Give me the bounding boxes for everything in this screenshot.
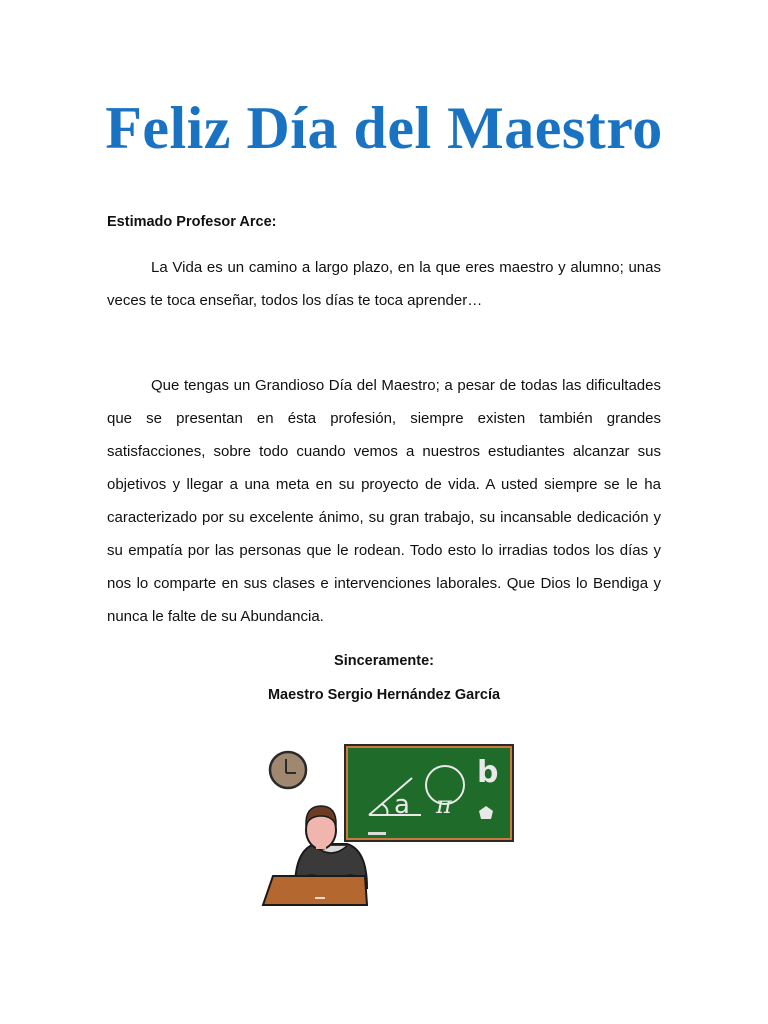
page-title: Feliz Día del Maestro	[105, 95, 663, 161]
signature: Maestro Sergio Hernández García	[267, 687, 501, 703]
salutation: Estimado Profesor Arce:	[107, 214, 277, 230]
closing: Sinceramente:	[334, 653, 434, 669]
desk-icon	[263, 876, 367, 905]
chalkboard-icon	[345, 745, 513, 841]
paragraph-2: Que tengas un Grandioso Día del Maestro; a pesar de todas las dificultades que se presentan en ésta profesión, siempre existen también grandes satisfacciones, sobre todo cuando vemos a nuestros estudiantes alcanzar sus objetivos y llegar a una meta en su proyecto de vida. A usted siempre se le ha caracterizado por su excelente ánimo, su gran trabajo, su incansable dedicación y su empatía por las personas que le rodean. Todo esto lo irradias todos los días y nos lo comparte en sus clases e intervenciones laborales. Que Dios lo Bendiga y nunca le falte de su Abundancia.	[107, 377, 661, 625]
chalk-letter-b: b	[477, 755, 499, 790]
chalk-pi: π	[436, 791, 452, 819]
clock-icon	[270, 752, 306, 788]
chalk-letter-a: a	[394, 790, 410, 820]
paragraph-1: La Vida es un camino a largo plazo, en la que eres maestro y alumno; unas veces te toca enseñar, todos los días te toca aprender…	[107, 259, 661, 309]
teacher-illustration	[255, 740, 525, 915]
